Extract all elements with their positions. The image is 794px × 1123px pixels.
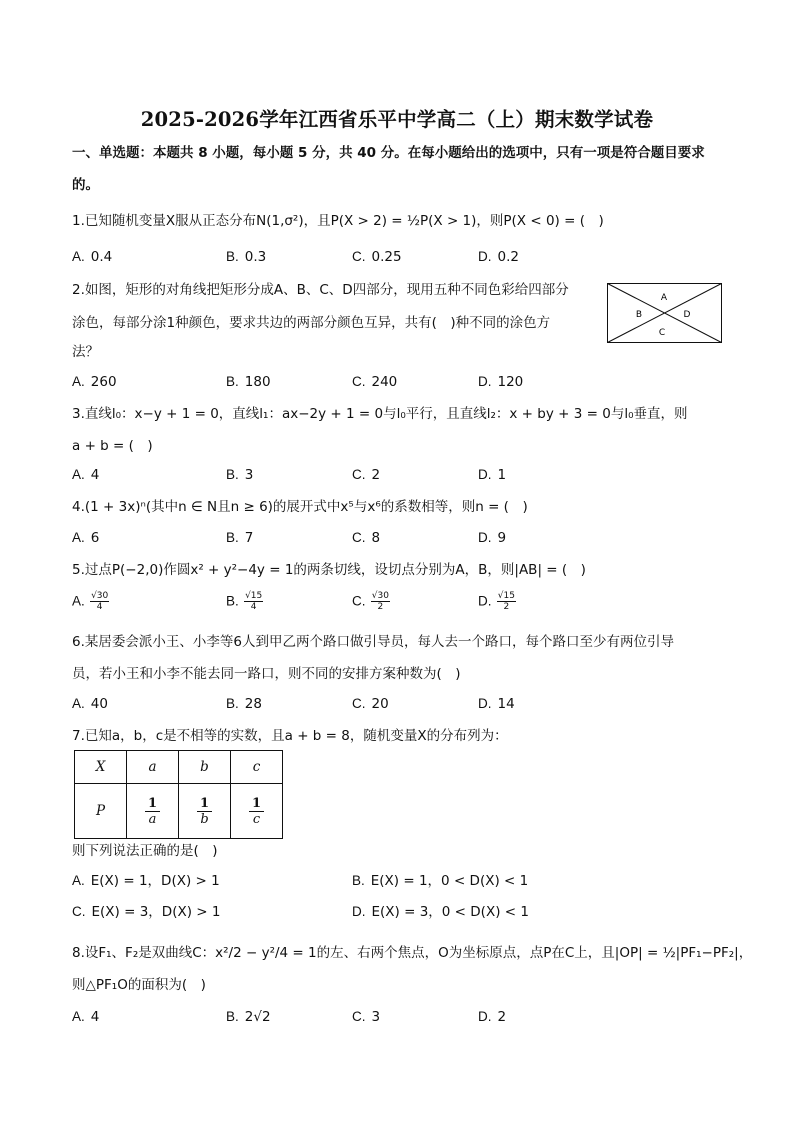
- q5-option-a: A. $\frac{√30}{4}$: [72, 591, 109, 612]
- q1-option-d: D. 0.2: [478, 249, 519, 265]
- q2-option-c: C. 240: [352, 374, 398, 390]
- rectangle-diagonals-figure: [607, 283, 722, 343]
- q8-option-d: D. 2: [478, 1009, 507, 1025]
- q5-option-d: D. $\frac{√15}{2}$: [478, 591, 515, 612]
- region-c-label: C: [658, 328, 666, 338]
- question-3-stem-2: a + b = ( ): [72, 438, 153, 454]
- question-2-stem: 2.如图，矩形的对角线把矩形分成A、B、C、D四部分，现用五种不同色彩给四部分: [72, 282, 569, 298]
- table-header-cell: X: [75, 751, 127, 784]
- question-6-stem: 6.某居委会派小王、小李等6人到甲乙两个路口做引导员，每人去一个路口，每个路口至少有两位引导: [72, 634, 674, 650]
- q2-option-b: B. 180: [226, 374, 271, 390]
- q1-option-c: C. 0.25: [352, 249, 402, 265]
- q3-option-c: C. 2: [352, 467, 381, 483]
- q5-option-b: B. $\frac{√15}{4}$: [226, 591, 263, 612]
- q6-option-c: C. 20: [352, 696, 389, 712]
- question-6-stem-2: 员，若小王和小李不能去同一路口，则不同的安排方案种数为( ): [72, 666, 461, 682]
- q4-option-b: B. 7: [226, 530, 254, 546]
- q6-option-a: A. 40: [72, 696, 108, 712]
- question-2-stem-2: 涂色，每部分涂1种颜色，要求共边的两部分颜色互异，共有( )种不同的涂色方: [72, 315, 551, 331]
- q3-option-d: D. 1: [478, 467, 507, 483]
- q5-c-fraction: $\frac{√30}{2}$: [371, 591, 389, 612]
- q8-option-a: A. 4: [72, 1009, 100, 1025]
- q4-option-d: D. 9: [478, 530, 507, 546]
- q3-option-b: B. 3: [226, 467, 254, 483]
- question-1-stem: 1.已知随机变量X服从正态分布N(1,σ²)，且P(X > 2) = ½P(X > 1)，则P(X < 0) = ( ): [72, 213, 604, 229]
- question-2-stem-3: 法？: [72, 344, 99, 360]
- table-header-cell: a: [127, 751, 179, 784]
- q2-option-d: D. 120: [478, 374, 524, 390]
- q7-option-b: B. E(X) = 1，0 < D(X) < 1: [352, 873, 529, 889]
- q8-option-c: C. 3: [352, 1009, 381, 1025]
- q2-option-a: A. 260: [72, 374, 117, 390]
- table-cell: $\frac{1}{b}$: [179, 784, 231, 839]
- question-3-stem: 3.直线l₀：x−y + 1 = 0，直线l₁：ax−2y + 1 = 0与l₀平行，且直线l₂：x + by + 3 = 0与l₀垂直，则: [72, 406, 688, 422]
- table-header-cell: c: [231, 751, 283, 784]
- q6-option-b: B. 28: [226, 696, 262, 712]
- question-7-prompt: 则下列说法正确的是( ): [72, 843, 218, 859]
- region-a-label: A: [660, 293, 668, 303]
- question-4-stem: 4.(1 + 3x)ⁿ(其中n ∈ N且n ≥ 6)的展开式中x⁵与x⁶的系数相等，则n = ( ): [72, 499, 528, 515]
- q6-option-d: D. 14: [478, 696, 515, 712]
- question-8-stem-2: 则△PF₁O的面积为( ): [72, 977, 206, 993]
- table-row-label: P: [75, 784, 127, 839]
- distribution-table: [74, 750, 283, 839]
- question-7-stem: 7.已知a，b，c是不相等的实数，且a + b = 8，随机变量X的分布列为：: [72, 728, 508, 744]
- q4-option-c: C. 8: [352, 530, 381, 546]
- q7-option-d: D. E(X) = 3，0 < D(X) < 1: [352, 904, 529, 920]
- q1-option-a: A. 0.4: [72, 249, 113, 265]
- question-5-stem: 5.过点P(−2,0)作圆x² + y²−4y = 1的两条切线，设切点分别为A，B，则|AB| = ( ): [72, 562, 586, 578]
- table-cell: $\frac{1}{c}$: [231, 784, 283, 839]
- section-heading-cont: 的。: [72, 177, 99, 193]
- q5-option-c: C. $\frac{√30}{2}$: [352, 591, 389, 612]
- q7-option-c: C. E(X) = 3，D(X) > 1: [72, 904, 221, 920]
- region-d-label: D: [683, 310, 691, 320]
- section-heading: 一、单选题：本题共 8 小题，每小题 5 分，共 40 分。在每小题给出的选项中，只有一项是符合题目要求: [72, 145, 705, 161]
- q7-option-a: A. E(X) = 1，D(X) > 1: [72, 873, 220, 889]
- table-header-cell: b: [179, 751, 231, 784]
- q5-a-fraction: $\frac{√30}{4}$: [91, 591, 109, 612]
- region-b-label: B: [635, 310, 643, 320]
- q4-option-a: A. 6: [72, 530, 100, 546]
- q5-d-fraction: $\frac{√15}{2}$: [497, 591, 515, 612]
- question-8-stem: 8.设F₁、F₂是双曲线C：x²/2 − y²/4 = 1的左、右两个焦点，O为坐标原点，点P在C上，且|OP| = ½|PF₁−PF₂|，: [72, 945, 753, 961]
- q1-option-b: B. 0.3: [226, 249, 267, 265]
- q8-option-b: B. 2√2: [226, 1009, 271, 1025]
- table-cell: $\frac{1}{a}$: [127, 784, 179, 839]
- page-title: 2025-2026学年江西省乐平中学高二（上）期末数学试卷: [140, 108, 654, 131]
- q5-b-fraction: $\frac{√15}{4}$: [245, 591, 263, 612]
- q3-option-a: A. 4: [72, 467, 100, 483]
